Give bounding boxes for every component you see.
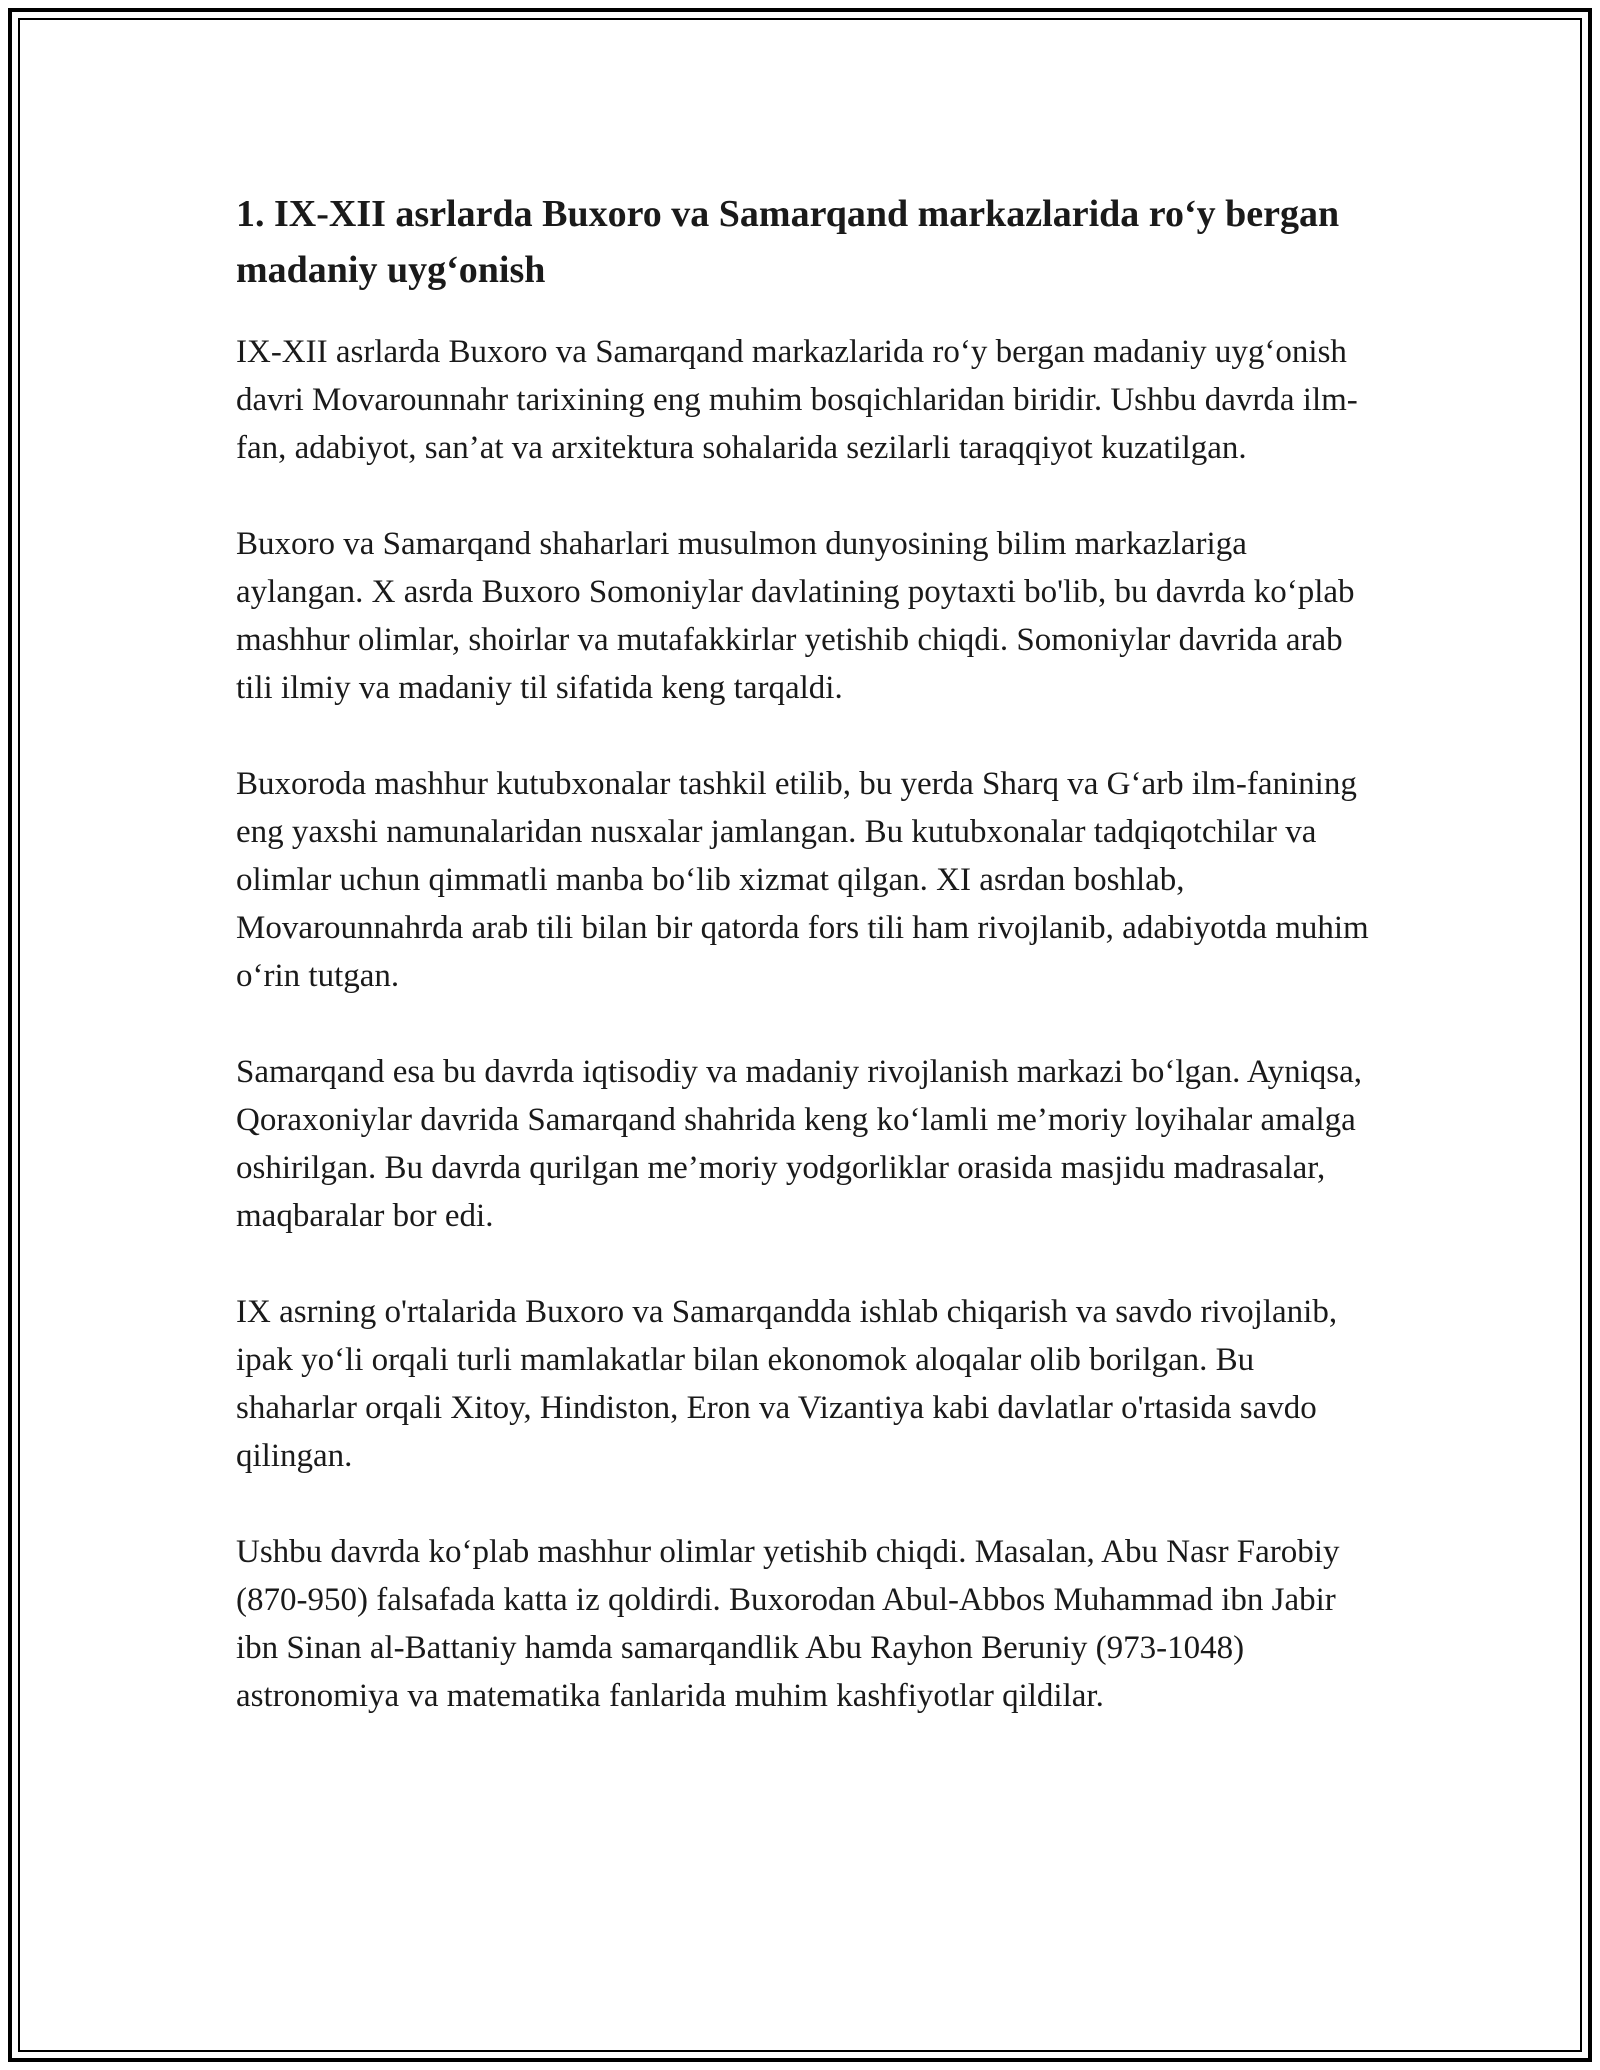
paragraph-intro: IX-XII asrlarda Buxoro va Samarqand markazlarida ro‘y bergan madaniy uyg‘onish davri Movarounnahr tarixining eng muhim bosqichlaridan biridir. Ushbu davrda ilm-fan, adabiyot, san’at va arxitektura sohalarida sezilarli taraqqiyot kuzatilgan.: [236, 334, 1358, 466]
section-heading: 1. IX-XII asrlarda Buxoro va Samarqand markazlarida ro‘y bergan madaniy uyg‘onish: [236, 193, 1340, 291]
paragraph-libraries: Buxoroda mashhur kutubxonalar tashkil etilib, bu yerda Sharq va G‘arb ilm-fanining eng yaxshi namunalaridan nusxalar jamlangan. Bu kutubxonalar tadqiqotchilar va olimlar uchun qimmatli manba bo‘lib xizmat qilgan. XI asrdan boshlab, Movarounnahrda arab tili bilan bir qatorda fors tili ham rivojlanib, adabiyotda muhim o‘rin tutgan.: [236, 766, 1369, 994]
paragraph-trade: IX asrning o'rtalarida Buxoro va Samarqandda ishlab chiqarish va savdo rivojlanib, ipak yo‘li orqali turli mamlakatlar bilan ekonomok aloqalar olib borilgan. Bu shaharlar orqali Xitoy, Hindiston, Eron va Vizantiya kabi davlatlar o'rtasida savdo qilingan.: [236, 1294, 1338, 1474]
paragraph-samarqand: Samarqand esa bu davrda iqtisodiy va madaniy rivojlanish markazi bo‘lgan. Ayniqsa, Qoraxoniylar davrida Samarqand shahrida keng ko‘lamli me’moriy loyihalar amalga oshirilgan. Bu davrda qurilgan me’moriy yodgorliklar orasida masjidu madrasalar, maqbaralar bor edi.: [236, 1054, 1363, 1234]
paragraph-buxoro-samarqand: Buxoro va Samarqand shaharlari musulmon dunyosining bilim markazlariga aylangan. X asrda Buxoro Somoniylar davlatining poytaxti bo'lib, bu davrda ko‘plab mashhur olimlar, shoirlar va mutafakkirlar yetishib chiqdi. Somoniylar davrida arab tili ilmiy va madaniy til sifatida keng tarqaldi.: [236, 526, 1355, 706]
paragraph-scholars: Ushbu davrda ko‘plab mashhur olimlar yetishib chiqdi. Masalan, Abu Nasr Farobiy (870-950) falsafada katta iz qoldirdi. Buxorodan Abul-Abbos Muhammad ibn Jabir ibn Sinan al-Battaniy hamda samarqandlik Abu Rayhon Beruniy (973-1048) astronomiya va matematika fanlarida muhim kashfiyotlar qildilar.: [236, 1534, 1340, 1714]
document-body: [236, 186, 1376, 1768]
